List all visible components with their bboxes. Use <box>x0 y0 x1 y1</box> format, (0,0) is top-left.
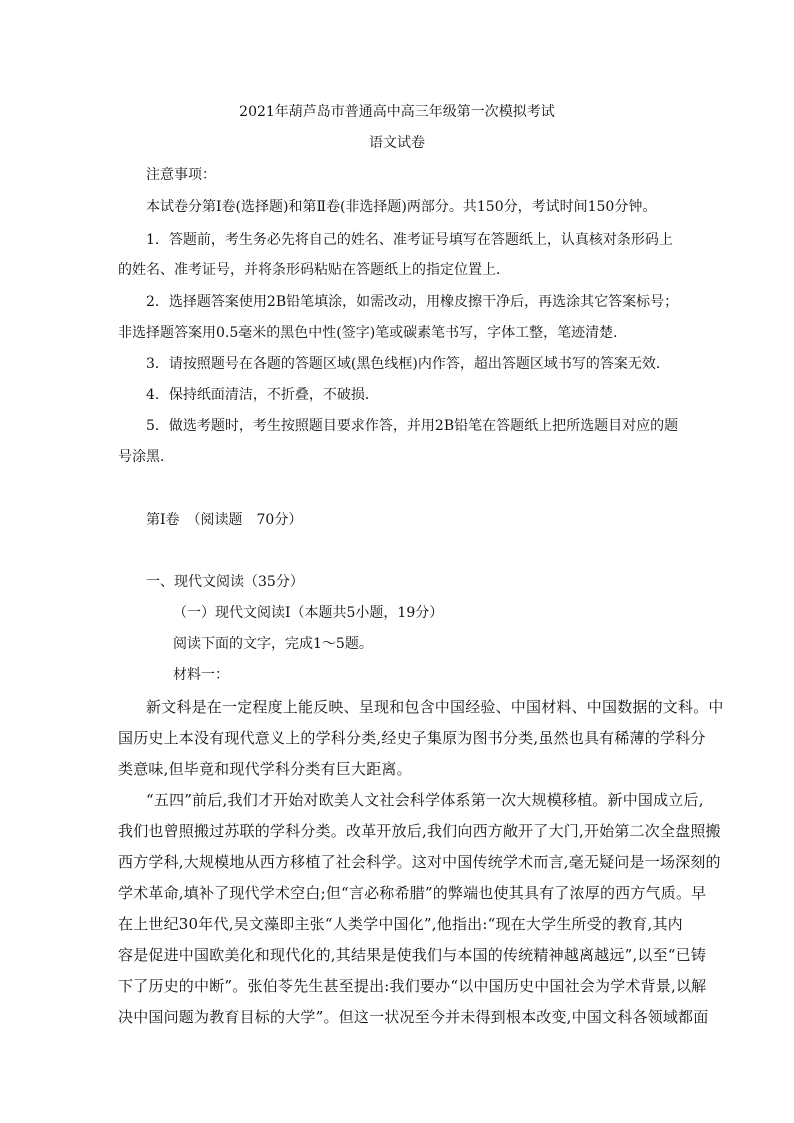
notice-item-5-line-2: 号涂黑． <box>118 449 174 465</box>
passage-paragraph-1-line-1: 新文科是在一定程度上能反映、呈现和包含中国经验、中国材料、中国数据的文科。中 <box>146 698 724 716</box>
part-heading: 一、现代文阅读（35分） <box>146 574 304 590</box>
notice-item-2-line-2: 非选择题答案用0.5毫米的黑色中性(签字)笔或碳素笔书写，字体工整，笔迹清楚． <box>118 325 628 341</box>
passage-paragraph-2-line-1: “五四”前后,我们才开始对欧美人文社会科学体系第一次大规模移植。新中国成立后, <box>146 791 704 809</box>
material-label: 材料一： <box>173 667 229 683</box>
notice-item-1-line-1: 1．答题前，考生务必先将自己的姓名、准考证号填写在答题纸上，认真核对条形码上 <box>146 232 673 248</box>
notice-item-4: 4．保持纸面清洁，不折叠，不破损． <box>146 387 379 403</box>
passage-paragraph-2-line-5: 在上世纪30年代,吴文藻即主张“人类学中国化”,他指出:“现在大学生所受的教育,其内 <box>118 915 683 933</box>
notice-item-3: 3．请按照题号在各题的答题区域(黑色线框)内作答，超出答题区域书写的答案无效． <box>146 356 670 372</box>
notice-heading: 注意事项： <box>146 167 216 183</box>
passage-paragraph-2-line-7: 下了历史的中断”。张伯苓先生甚至提出:我们要办“以中国历史中国社会为学术背景,以解 <box>118 977 707 995</box>
notice-item-1-line-2: 的姓名、准考证号，并将条形码粘贴在答题纸上的指定位置上． <box>118 262 510 278</box>
passage-paragraph-1-line-2: 国历史上本没有现代意义上的学科分类,经史子集原为图书分类,虽然也具有稀薄的学科分 <box>118 729 706 747</box>
notice-intro: 本试卷分第Ⅰ卷(选择题)和第Ⅱ卷(非选择题)两部分。共150分，考试时间150分钟。 <box>146 199 657 215</box>
passage-paragraph-2-line-4: 学术革命,填补了现代学术空白;但“言必称希腊”的弊端也使其具有了浓厚的西方气质。早 <box>118 884 707 902</box>
reading-instruction: 阅读下面的文字，完成1～5题。 <box>173 636 373 652</box>
passage-paragraph-2-line-2: 我们也曾照搬过苏联的学科分类。改革开放后,我们向西方敞开了大门,开始第二次全盘照搬 <box>118 822 721 840</box>
passage-paragraph-1-line-3: 类意味,但毕竟和现代学科分类有巨大距离。 <box>118 760 412 778</box>
passage-paragraph-2-line-8: 决中国问题为教育目标的大学”。但这一状况至今并未得到根本改变,中国文科各领域都面 <box>118 1008 709 1026</box>
notice-item-2-line-1: 2．选择题答案使用2B铅笔填涂，如需改动，用橡皮擦干净后，再选涂其它答案标号； <box>146 294 679 310</box>
subsection-heading: （一）现代文阅读Ⅰ（本题共5小题，19分） <box>173 605 444 621</box>
notice-item-5-line-1: 5．做选考题时，考生按照题目要求作答，并用2B铅笔在答题纸上把所选题目对应的题 <box>146 418 679 434</box>
exam-title: 2021年葫芦岛市普通高中高三年级第一次模拟考试 <box>239 104 555 120</box>
exam-subtitle: 语文试卷 <box>369 135 425 151</box>
passage-paragraph-2-line-3: 西方学科,大规模地从西方移植了社会科学。这对中国传统学术而言,毫无疑问是一场深刻的 <box>118 853 721 871</box>
passage-paragraph-2-line-6: 容是促进中国欧美化和现代化的,其结果是使我们与本国的传统精神越离越远”,以至“已铸 <box>118 946 707 964</box>
volume-heading: 第Ⅰ卷 （阅读题 70分） <box>146 512 303 528</box>
